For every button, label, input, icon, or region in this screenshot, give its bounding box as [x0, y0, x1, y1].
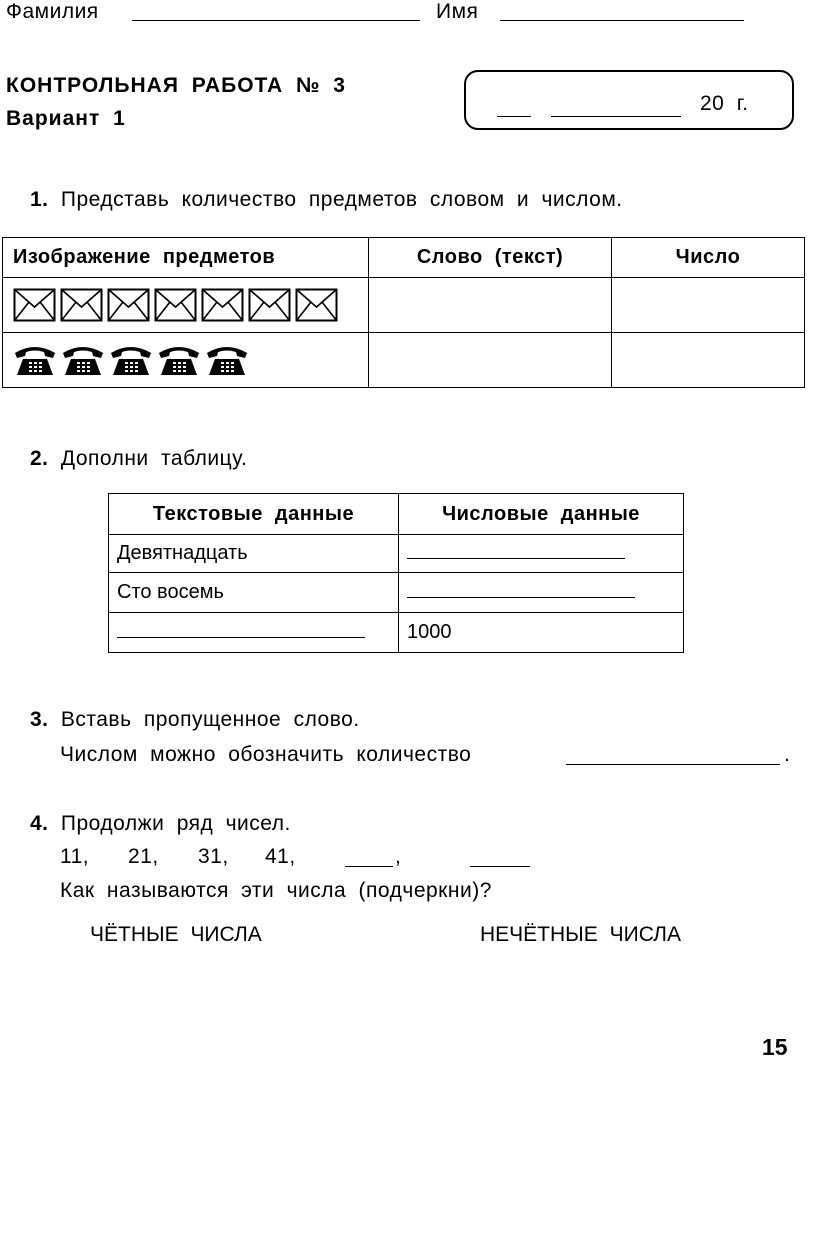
task2-row2-answer-line[interactable]	[407, 583, 635, 598]
task2-prompt	[30, 447, 247, 471]
task3-text: Вставь пропущенное слово.	[60, 708, 360, 731]
envelope-icon	[107, 288, 150, 322]
sequence-item: 11,	[60, 845, 90, 868]
surname-label: Фамилия	[6, 0, 99, 23]
telephone-icon	[61, 343, 105, 377]
envelope-icon	[295, 288, 338, 322]
task1-header-word: Слово (текст)	[369, 238, 612, 278]
task1-row1-word-cell[interactable]	[369, 278, 612, 333]
task3-number: 3.	[30, 708, 49, 731]
sequence-blank-comma: ,	[395, 845, 402, 868]
envelope-icon	[248, 288, 291, 322]
task1-header-images: Изображение предметов	[3, 238, 369, 278]
task1-prompt	[30, 188, 623, 212]
task2-row3-text-cell[interactable]	[109, 613, 399, 653]
variant-label: Вариант 1	[6, 107, 126, 130]
task3-period: .	[784, 743, 791, 766]
task2-row1-number-cell[interactable]	[399, 535, 684, 573]
telephone-icon	[13, 343, 57, 377]
sequence-item: 31,	[198, 845, 229, 868]
telephone-icon	[205, 343, 249, 377]
sequence-blank-1[interactable]	[345, 866, 393, 867]
name-field[interactable]	[500, 20, 744, 21]
task1-row2-images	[3, 333, 369, 388]
task2-header-number: Числовые данные	[399, 494, 684, 535]
envelope-icon	[60, 288, 103, 322]
date-year-text: 20 г.	[700, 92, 749, 115]
task1-row2-number-cell[interactable]	[612, 333, 805, 388]
telephone-icon	[157, 343, 201, 377]
task2-table	[108, 493, 684, 653]
task1-header-number: Число	[612, 238, 805, 278]
telephone-icons	[3, 343, 368, 377]
task2-number: 2.	[30, 447, 49, 470]
task2-row3-number: 1000	[399, 613, 684, 653]
envelope-icons	[3, 288, 368, 322]
task1-row2-word-cell[interactable]	[369, 333, 612, 388]
task3-answer-line[interactable]	[566, 764, 780, 765]
sequence-item: 41,	[265, 845, 296, 868]
surname-field[interactable]	[132, 20, 420, 21]
task2-row3-answer-line[interactable]	[117, 623, 365, 638]
sequence-blank-2[interactable]	[470, 866, 530, 867]
task2-row1-answer-line[interactable]	[407, 544, 625, 559]
task3-prompt	[30, 708, 360, 732]
envelope-icon	[13, 288, 56, 322]
name-label: Имя	[436, 0, 479, 23]
option-even[interactable]: ЧЁТНЫЕ ЧИСЛА	[90, 923, 262, 946]
task2-header-text: Текстовые данные	[109, 494, 399, 535]
task1-row1-number-cell[interactable]	[612, 278, 805, 333]
date-month-field[interactable]	[551, 116, 681, 117]
task4-question: Как называются эти числа (подчеркни)?	[60, 879, 492, 902]
sequence-item: 21,	[128, 845, 159, 868]
task2-text: Дополни таблицу.	[60, 447, 248, 470]
page-number: 15	[762, 1034, 788, 1060]
page-title: КОНТРОЛЬНАЯ РАБОТА № 3	[6, 74, 346, 97]
task2-row2-number-cell[interactable]	[399, 573, 684, 613]
task4-text: Продолжи ряд чисел.	[60, 812, 291, 835]
task4-prompt	[30, 812, 291, 836]
task3-sentence: Числом можно обозначить количество	[60, 743, 472, 766]
task1-text: Представь количество предметов словом и числом.	[60, 188, 623, 211]
date-day-field[interactable]	[497, 116, 531, 117]
task1-number: 1.	[30, 188, 49, 211]
task1-row1-images	[3, 278, 369, 333]
task2-row1-text: Девятнадцать	[109, 535, 399, 573]
telephone-icon	[109, 343, 153, 377]
task2-row2-text: Сто восемь	[109, 573, 399, 613]
option-odd[interactable]: НЕЧЁТНЫЕ ЧИСЛА	[480, 923, 681, 946]
envelope-icon	[154, 288, 197, 322]
task1-table	[2, 237, 805, 388]
task4-number: 4.	[30, 812, 49, 835]
envelope-icon	[201, 288, 244, 322]
